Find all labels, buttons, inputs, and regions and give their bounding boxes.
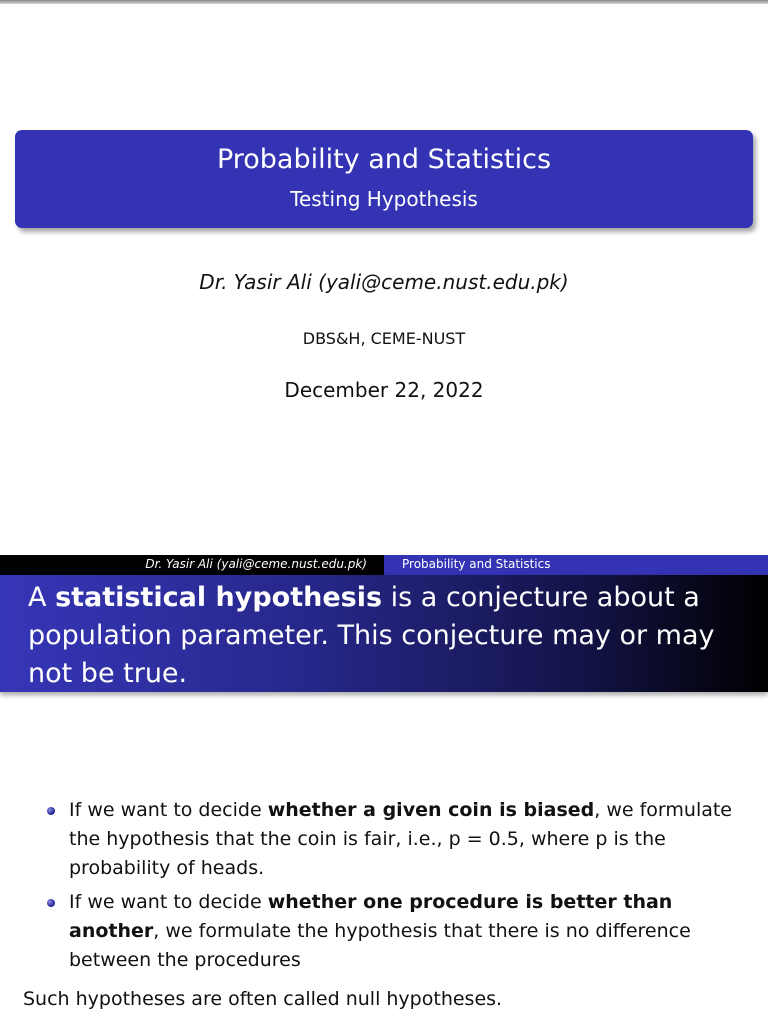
bullet-bold: whether a given coin is biased — [267, 799, 595, 821]
institute: DBS&H, CEME-NUST — [302, 329, 466, 348]
footer-title-panel — [384, 555, 768, 575]
bullet-post: , we formulate the hypothesis that the coin is fair, i.e., p = 0.5, where p is the probability of heads. — [69, 799, 732, 879]
list-item — [47, 796, 747, 883]
list-item — [47, 888, 747, 975]
bullet-post: , we formulate the hypothesis that there is no difference between the procedures — [69, 920, 691, 971]
author: Dr. Yasir Ali (yali@ceme.nust.edu.pk) — [199, 270, 569, 294]
title-box — [15, 130, 753, 228]
frame-title-text — [28, 579, 748, 693]
closing-text: Such hypotheses are often called null hypotheses. — [23, 988, 503, 1010]
title-slide — [0, 4, 768, 555]
bullet-bold: whether one procedure is better than another — [69, 891, 673, 942]
presentation-subtitle: Testing Hypothesis — [290, 187, 478, 211]
frame-title-pre: A — [28, 582, 56, 613]
bullet-icon — [47, 807, 55, 815]
bullet-icon — [47, 899, 55, 907]
footer-title: Probability and Statistics — [402, 557, 551, 571]
slide-footer — [0, 555, 768, 575]
footer-author-panel — [0, 555, 384, 575]
frame-title-bar — [0, 575, 768, 692]
frame-title-post: is a conjecture about a population parameter. This conjecture may or may not be true. — [28, 582, 715, 689]
presentation-title: Probability and Statistics — [216, 144, 552, 175]
bullet-pre: If we want to decide — [69, 891, 268, 913]
bullet-list — [47, 796, 747, 980]
footer-author: Dr. Yasir Ali (yali@ceme.nust.edu.pk) — [145, 557, 367, 571]
date: December 22, 2022 — [284, 378, 484, 402]
bullet-pre: If we want to decide — [69, 799, 268, 821]
frame-title-bold: statistical hypothesis — [55, 582, 383, 613]
